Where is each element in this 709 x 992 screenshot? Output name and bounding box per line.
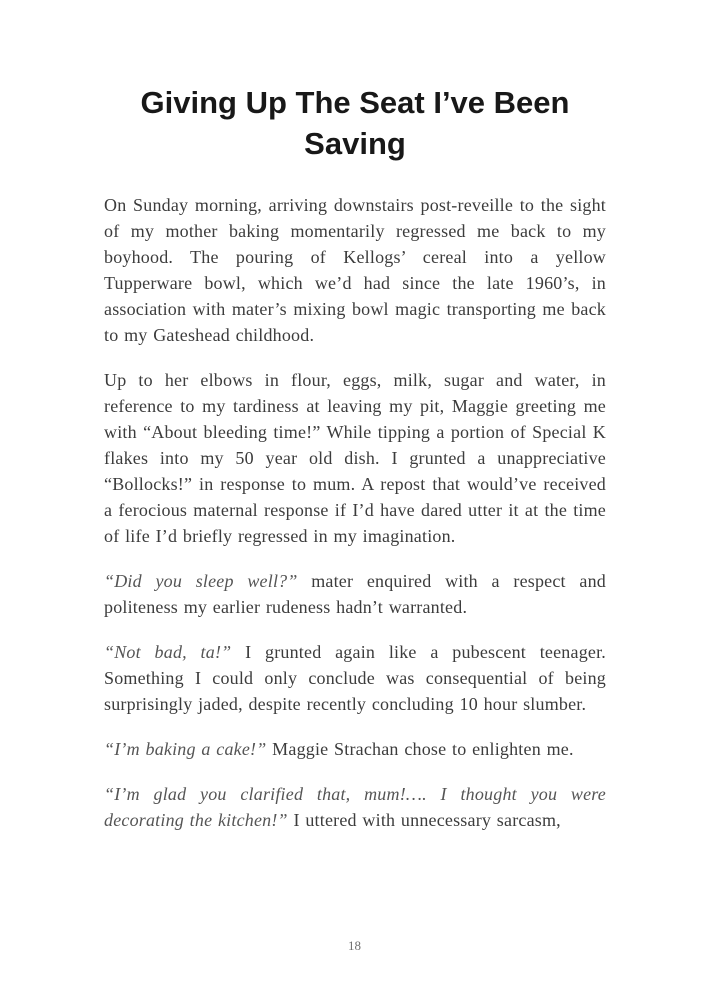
text-segment: “Did you sleep well?” (104, 571, 298, 591)
page-title: Giving Up The Seat I’ve Been Saving (140, 85, 570, 161)
text-segment: “I’m baking a cake!” (104, 739, 267, 759)
text-segment: “Not bad, ta!” (104, 642, 232, 662)
paragraph (104, 192, 606, 348)
text-segment: I uttered with unnecessary sarcasm, (287, 810, 561, 830)
paragraph (104, 568, 606, 620)
paragraph (104, 781, 606, 833)
paragraph (104, 639, 606, 717)
page-content (104, 0, 606, 852)
page-number: 18 (348, 938, 361, 953)
body-text-container (104, 192, 606, 833)
text-segment: Maggie Strachan chose to enlighten me. (266, 739, 574, 759)
text-segment: “I’m glad you clarified that, mum!…. I thought you were decorating the kitchen!” (104, 784, 606, 830)
text-segment: On Sunday morning, arriving downstairs post-reveille to the sight of my mother baking momentarily regressed me back to my boyhood. The pouring of Kellogs’ cereal into a yellow Tupperware bowl, which we’d had since the late 1960’s, in association with mater’s mixing bowl magic transporting me back to my Gateshead childhood. (104, 195, 606, 345)
text-segment: mater enquired with a respect and politeness my earlier rudeness hadn’t warranted. (104, 571, 606, 617)
paragraph (104, 736, 606, 762)
text-segment: I grunted again like a pubescent teenager. Something I could only conclude was consequential of being surprisingly jaded, despite recently concluding 10 hour slumber. (104, 642, 606, 714)
paragraph (104, 367, 606, 549)
text-segment: Up to her elbows in flour, eggs, milk, sugar and water, in reference to my tardiness at leaving my pit, Maggie greeting me with “About bleeding time!” While tipping a portion of Special K flakes into my 50 year old dish. I grunted a unappreciative “Bollocks!” in response to mum. A repost that would’ve received a ferocious maternal response if I’d have dared utter it at the time of life I’d briefly regressed in my imagination. (104, 370, 606, 546)
